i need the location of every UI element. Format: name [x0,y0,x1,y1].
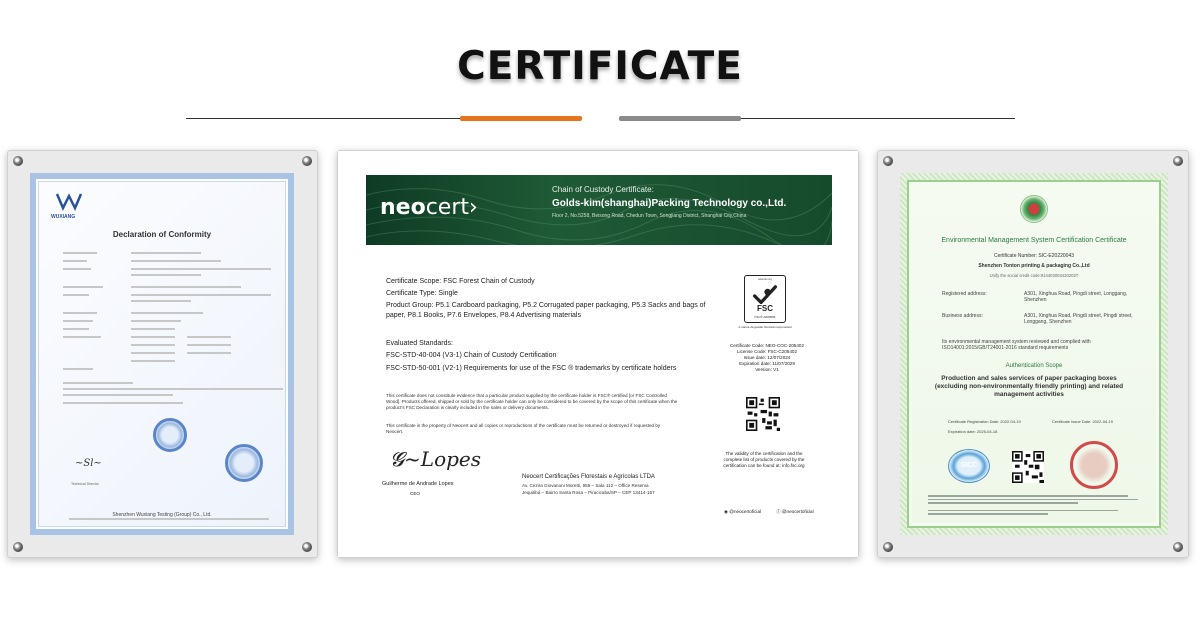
fsc-brand: FSC [757,304,773,313]
signature: ~Sl~ [75,458,102,469]
neocert-logo: neocert› [380,195,478,220]
disclaimer-2: This certificate is the property of Neocert and all copies or reproductions of the certificate must be returned or destroyed if requested by Neocert. [386,423,661,435]
compliance-statement: Its environmental management system reviewed and complied with ISO14001:2015/GB/T24001-2016 standard requirements [942,339,1091,351]
certifier-address: Av. Cezira Giovanoni Moretti, 955 – Sala 112 – Office Reserva Jequitibá – Bairro Santa Rosa – Piracicaba/SP – CEP 13414-157 [522,483,655,495]
credit-code: Unify the social credit code:914403003420202T [989,273,1079,278]
screw-icon [13,542,23,552]
certification-seal-icon [153,418,187,452]
title-accent-gray [619,116,741,121]
screw-icon [302,156,312,166]
social-facebook[interactable]: ⓕ @neocertoficial [776,509,814,514]
standard-1: FSC-STD-40-004 (V3-1) Chain of Custody Certification [386,352,557,359]
screw-icon [1173,542,1183,552]
issuer-address-line [69,518,269,520]
certifier-name: Neocert Certificações Florestais e Agrícolas LTDA [522,474,655,480]
arrow-icon: › [469,195,478,220]
section-title: CERTIFICATE [457,44,743,89]
certified-company: Golds-kim(shanghai)Packing Technology co.,Ltd. [552,198,787,209]
qr-code-icon[interactable] [1012,451,1044,483]
standard-2: FSC-STD-50-001 (V2-1) Requirements for use of the FSC ® trademarks by certificate holders [386,365,677,372]
footer-fine-print [928,493,1150,517]
version: Version: V1 [755,367,779,372]
brand-name: WUXIANG [51,214,76,220]
wuxiang-logo-icon [55,190,83,212]
coc-label: Chain of Custody Certificate: [552,185,654,194]
authentication-scope: Production and sales services of paper packaging boxes (excluding non-environmentally friendly printing) and related management activities [934,375,1124,398]
environmental-management-certificate [900,173,1168,535]
validity-note: The validity of the certification and the complete list of products covered by the certification can be found at: info.fsc.org [723,451,805,468]
fsc-license: FSC® A000564 [754,315,776,319]
ceo-signature: 𝓖~Lopes [390,447,482,471]
sicc-label: SICC [960,462,978,469]
certification-emblem-icon [1020,195,1048,223]
signatory-role: CEO [410,491,420,496]
scope-title: Authentication Scope [1005,363,1063,369]
fsc-tree-check-icon [752,284,778,304]
fsc-site: www.fsc.org [758,278,772,281]
certificate-title: Environmental Management System Certification Certificate [941,237,1127,244]
license-code: License Code: FSC-C205402 [736,349,797,354]
certificate-inner [912,185,1156,523]
issue-date: Certificate Issue Date: 2022-04-19 [1052,419,1113,424]
signatory-name: Guilherme de Andrade Lopes [382,481,454,487]
registration-date: Certificate Registration Date: 2022-04-19 [948,419,1021,424]
certificate-banner [366,175,832,245]
company-address: Floor 2, No.5258, Beisong Road, Chedun Town, Songjiang District, Shanghai City,China [552,213,747,219]
certified-company: Shenzhen Tonton printing & packaging Co.,Ltd [978,263,1090,269]
title-rule-left [186,118,461,119]
business-address: A301, Xinghua Road, Pingdi street, Pingdi street, Longgang, Shenzhen [1024,313,1133,325]
certificate-meta [722,343,812,373]
expiry-date: Expiration date: 2025-04-18 [948,429,998,434]
declaration-of-conformity [30,173,294,535]
product-group: Product Group: P5.1 Cardboard packaging, P5.2 Corrugated paper packaging, P5.3 Sacks and bags of paper, P8.1 Books, P7.6 Envelopes, P8.4 Advertising materials [386,302,706,319]
certificate-inner [38,181,286,527]
signature-caption: Technical Director [71,482,99,486]
screw-icon [883,156,893,166]
certificate-title: Declaration of Conformity [112,230,212,239]
registered-address: A301, Xinghua Road, Pingdi street, Longgang, Shenzhen [1024,291,1128,303]
certificate-frame-2[interactable] [337,150,859,558]
fsc-caption: A marca da gestão florestal responsável [738,325,792,329]
standards-title: Evaluated Standards: [386,340,453,347]
qr-code-icon[interactable] [746,397,780,431]
certificate-type: Certificate Type: Single [386,290,458,297]
title-rule-right [740,118,1015,119]
certificate-frame-1[interactable] [7,150,318,558]
expiration-date: Expiration date: 11/07/2029 [739,361,795,366]
certificate-frame-3[interactable] [877,150,1189,558]
registered-address-label: Registered address: [942,291,987,297]
certificate-scope: Certificate Scope: FSC Forest Chain of Custody [386,278,535,285]
fsc-logo [744,275,786,323]
screw-icon [13,156,23,166]
business-address-label: Business address: [942,313,983,319]
company-stamp-icon [225,444,263,482]
screw-icon [883,542,893,552]
disclaimer-1: This certificate does not constitute evidence that a particular product supplied by the certificate holder is FSC® certified [or FSC Controlled Wood]. Products offered, shipped or sold by the certificate holder can only be considered to be covered by the scope of this certificate when the product's FSC Declaration is clearly included in the sales or delivery documents. [386,393,678,411]
screw-icon [1173,156,1183,166]
screw-icon [302,542,312,552]
sicc-seal-icon [948,449,990,483]
certificate-number: Certificate Number: SIC-E20220043 [993,253,1075,259]
certificate-code: Certificate Code: NEO-COC-205402 [729,343,805,348]
red-company-stamp-icon [1070,441,1118,489]
issuer-company: Shenzhen Wuxiang Testing (Group) Co., Ltd. [112,512,212,518]
title-accent-orange [460,116,582,121]
fsc-chain-of-custody-certificate [338,151,858,557]
issue-date: Issue date: 12/07/2024 [743,355,791,360]
social-instagram[interactable]: ◉ @neocertoficial [724,509,762,514]
